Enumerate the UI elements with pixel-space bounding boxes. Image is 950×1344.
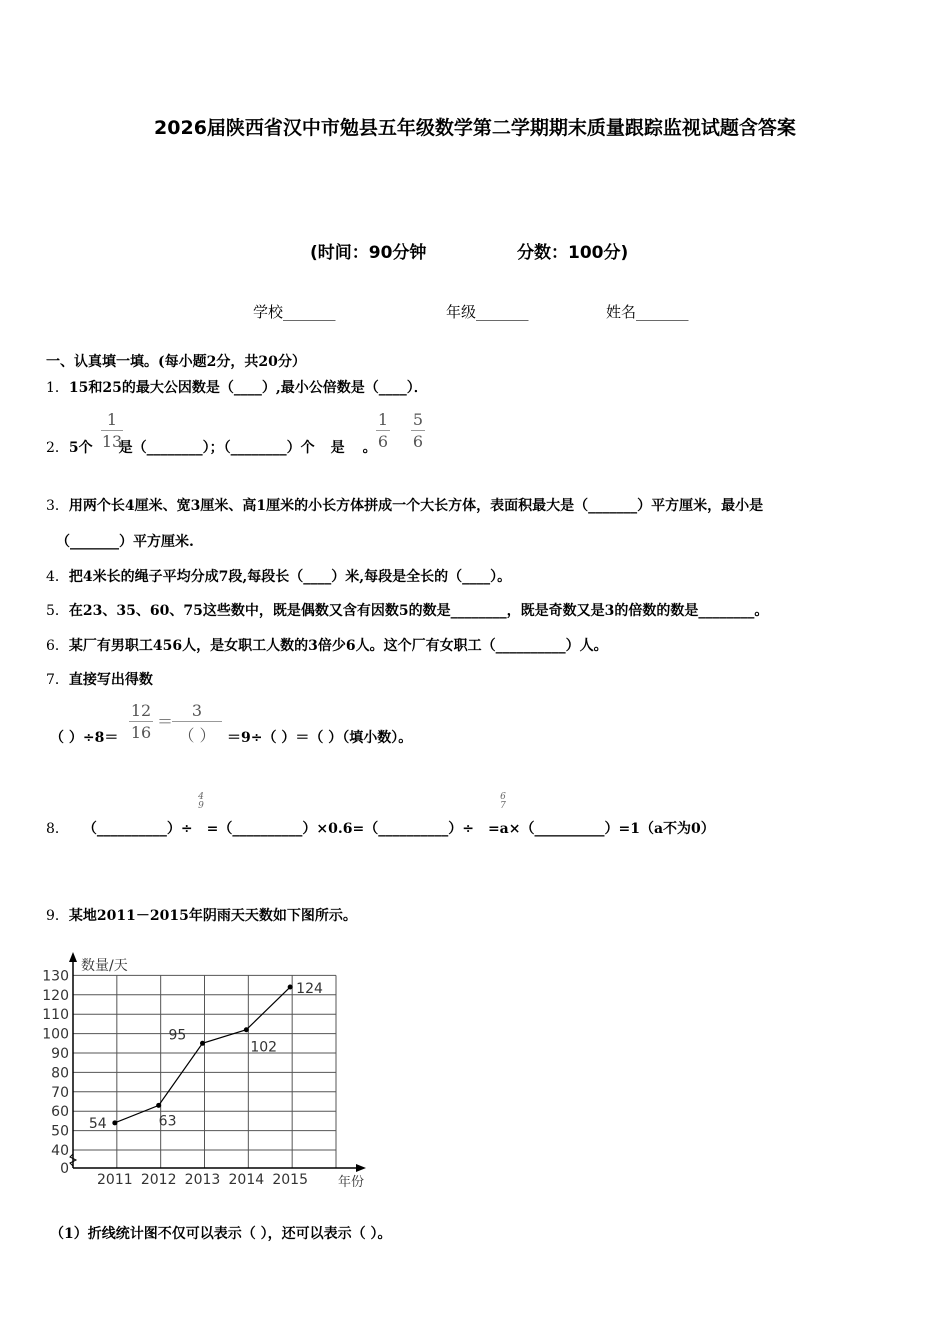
x-tick-label: 2014: [228, 1172, 265, 1188]
fraction-1-6: 1 6: [377, 410, 389, 451]
question-text-a: 5个: [68, 440, 93, 456]
question-text: 15和25的最大公因数是（____）,最小公倍数是（____）．: [68, 380, 428, 396]
x-tick-label: 2011: [97, 1172, 133, 1188]
question-3-line2: （_______）平方厘米.: [56, 534, 194, 550]
question-number: 3．: [46, 498, 69, 514]
fraction-5-6: 5 6: [412, 410, 424, 451]
fraction-3-blank: 3 （ ）: [172, 701, 222, 746]
score-label: 分数：100分): [517, 243, 629, 263]
question-number: 7．: [46, 672, 69, 688]
question-text-a: （__________）÷: [82, 821, 193, 837]
x-tick-label: 2012: [140, 1172, 177, 1188]
question-text: 直接写出得数: [68, 672, 153, 688]
y-tick-label: 60: [51, 1104, 69, 1121]
data-label: 95: [168, 1027, 187, 1044]
y-tick-label: 40: [51, 1143, 69, 1159]
data-label: 63: [158, 1113, 177, 1130]
y-tick-label: 120: [42, 987, 69, 1004]
y-axis-arrow: [69, 952, 77, 962]
question-text: 在23、35、60、75这些数中，既是偶数又含有因数5的数是________，既是奇数又是3的倍数的数是________。: [68, 603, 769, 619]
data-point: [156, 1103, 161, 1108]
x-tick-label: 2013: [184, 1172, 221, 1188]
question-4: [46, 566, 511, 586]
question-5: [46, 600, 768, 620]
data-point: [112, 1120, 117, 1125]
fraction-1-13: 1 13: [101, 410, 123, 451]
y-tick-label: 100: [42, 1026, 69, 1043]
chart-marks: [89, 981, 323, 1132]
name-field[interactable]: 姓名_______: [606, 303, 689, 321]
question-number: 8．: [46, 821, 69, 837]
question-1: [46, 377, 428, 397]
question-7-a: （ ）÷8＝: [50, 730, 119, 746]
y-tick-label: 50: [51, 1123, 69, 1140]
section-heading: 一、认真填一填。(每小题2分，共20分）: [46, 354, 306, 370]
page-title: 2026届陕西省汉中市勉县五年级数学第二学期期末质量跟踪监视试题含答案: [154, 117, 796, 139]
question-text: 把4米长的绳子平均分成7段,每段长（____）米,每段是全长的（____）。: [68, 569, 512, 585]
question-number: 1．: [46, 380, 69, 396]
question-text-c: 是: [330, 440, 345, 456]
question-9-1: （1）折线统计图不仅可以表示（ ），还可以表示（ ）。: [50, 1226, 392, 1242]
question-number: 2．: [46, 440, 69, 456]
question-9: [46, 905, 357, 925]
question-7-b: ＝9÷（ ）＝（ ）（填小数）。: [227, 730, 413, 746]
question-7: [46, 669, 153, 689]
y-tick-label: 130: [42, 968, 69, 985]
data-label: 54: [88, 1115, 107, 1132]
data-point: [288, 985, 293, 990]
question-text: 某地2011－2015年阴雨天天数如下图所示。: [68, 908, 357, 924]
grade-field[interactable]: 年级_______: [446, 303, 529, 321]
y-tick-label: 90: [51, 1046, 69, 1062]
question-3: [46, 495, 763, 515]
y-tick-label: 70: [51, 1084, 69, 1101]
question-text-d: 。: [362, 440, 377, 456]
question-number: 9．: [46, 908, 69, 924]
question-8: [46, 818, 715, 838]
time-label: (时间：90分钟: [310, 243, 427, 263]
question-number: 6．: [46, 638, 69, 654]
question-text-b: 是（________）；（________）个: [118, 440, 315, 456]
data-label: 102: [250, 1039, 278, 1056]
y-axis-label: 数量/天: [81, 958, 128, 974]
x-tick-label: 2015: [272, 1172, 308, 1188]
question-text: 用两个长4厘米、宽3厘米、高1厘米的小长方体拼成一个大长方体，表面积最大是（_______）平方厘米，最小是: [68, 498, 764, 514]
data-point: [244, 1027, 249, 1032]
question-text-b: =（__________）×0.6=（__________）÷: [206, 821, 474, 837]
x-axis-label: 年份: [338, 1175, 365, 1190]
data-point: [200, 1041, 205, 1046]
question-text: 某厂有男职工456人，是女职工人数的3倍少6人。这个厂有女职工（__________）人。: [68, 638, 608, 654]
question-text-c: =a×（__________）=1（a不为0）: [487, 821, 715, 837]
fraction-12-16: 12 16: [130, 701, 152, 742]
equals-sign: ＝: [157, 712, 174, 731]
fraction-4-9: 4 9: [198, 792, 204, 811]
x-axis-arrow: [356, 1164, 366, 1172]
fraction-6-7: 6 7: [500, 792, 506, 811]
question-2: [46, 437, 377, 457]
chart-grid: [73, 975, 336, 1168]
question-number: 4．: [46, 569, 69, 585]
question-6: [46, 635, 608, 655]
school-field[interactable]: 学校_______: [253, 303, 336, 321]
y-tick-label: 110: [42, 1007, 69, 1024]
y-tick-label: 0: [60, 1161, 69, 1177]
line-chart: [40, 948, 370, 1193]
data-label: 124: [296, 981, 323, 998]
question-number: 5．: [46, 603, 69, 619]
y-tick-label: 80: [51, 1065, 69, 1082]
